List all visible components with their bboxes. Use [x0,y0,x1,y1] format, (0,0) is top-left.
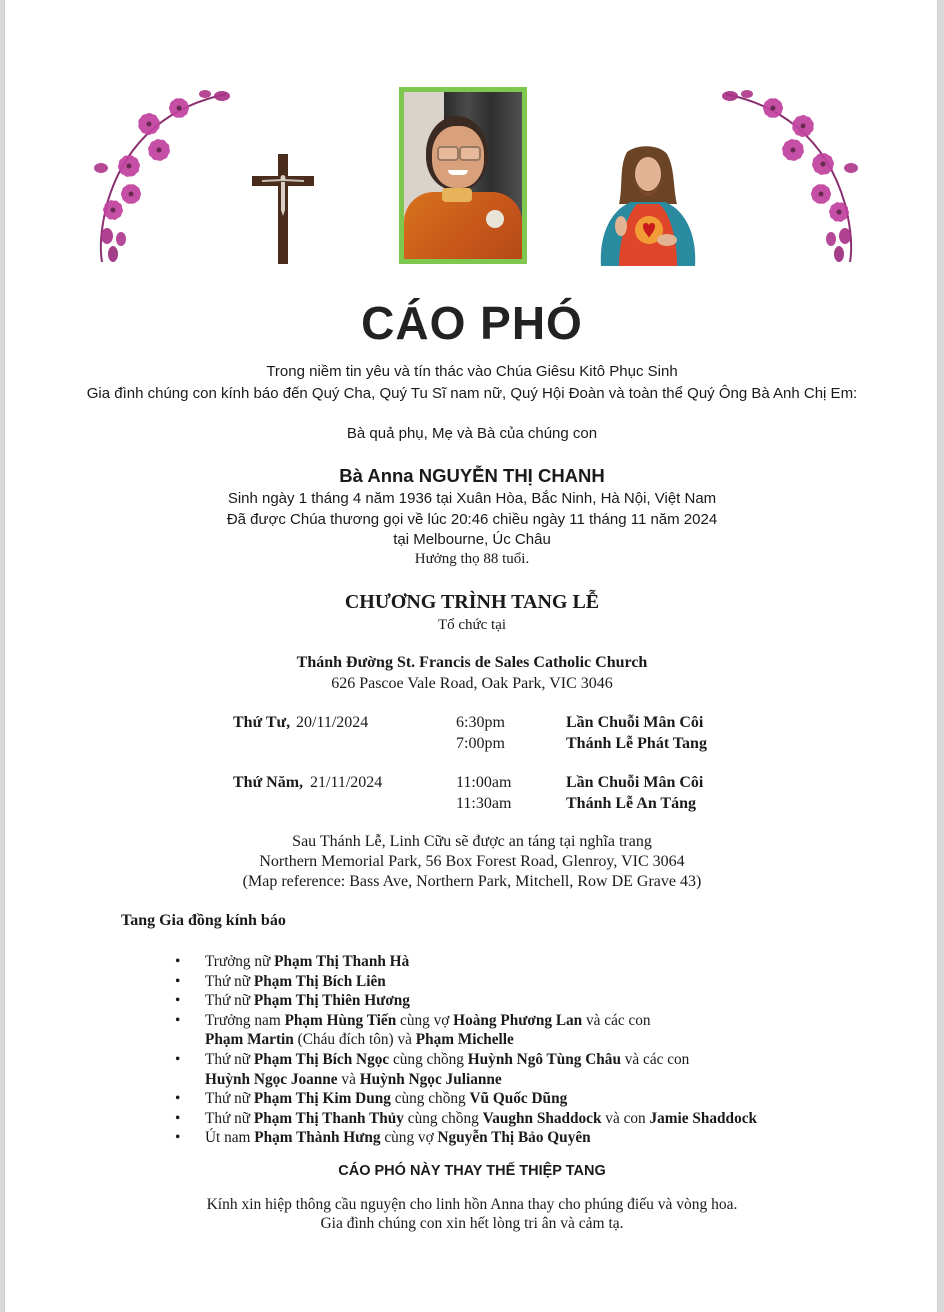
left-flower-icon [87,84,237,266]
family-member-line [205,952,757,972]
schedule-time: 11:00am [456,774,512,791]
right-flower-icon [715,84,865,266]
flower-spray [94,90,230,262]
family-member-relation: và [337,1070,360,1088]
family-member-line [205,972,757,992]
family-heading: Tang Gia đồng kính báo [121,912,286,929]
bullet-icon: • [175,1011,181,1029]
family-member-name: Phạm Thị Thanh Thủy [253,1109,404,1127]
bullet-icon: • [175,992,181,1010]
family-member-name: Phạm Thị Bích Liên [253,972,386,990]
family-member-item [175,1050,757,1089]
intro-line-1: Trong niềm tin yêu và tín thác vào Chúa Giêsu Kitô Phục Sinh [266,363,678,380]
family-member-relation: Thứ nữ [205,1109,254,1127]
church-name: Thánh Đường St. Francis de Sales Catholic Church [296,654,648,671]
family-member-item [175,991,757,1011]
family-member-name: Phạm Thành Hưng [254,1129,381,1147]
age-info: Hưởng thọ 88 tuổi. [414,551,530,567]
portrait-photo [404,92,522,259]
family-member-item [175,1011,757,1050]
family-member-relation: và con [601,1109,650,1127]
schedule-time: 7:00pm [456,735,505,752]
family-member-name: Jamie Shaddock [649,1109,758,1127]
family-member-name: Huỳnh Ngô Tùng Châu [467,1050,621,1068]
family-member-relation: Thứ nữ [205,1090,254,1108]
intro-line-2: Gia đình chúng con kính báo đến Quý Cha, Quý Tu Sĩ nam nữ, Quý Hội Đoàn và toàn thể Quý Ông Bà Anh Chị Em: [86,385,858,402]
family-member-name: Nguyễn Thị Bảo Quyên [437,1129,591,1147]
family-list [175,952,757,1148]
bullet-icon: • [175,1050,181,1068]
family-member-name: Phạm Martin [205,1031,294,1049]
schedule-event: Thánh Lễ An Táng [566,795,696,812]
family-member-item [175,1109,757,1129]
program-title: CHƯƠNG TRÌNH TANG LỄ [344,591,600,613]
family-member-line [205,1050,757,1070]
schedule-event: Lần Chuỗi Mân Côi [566,774,704,791]
crucifix-icon [252,154,314,264]
family-member-relation: cùng chồng [390,1090,470,1108]
page-title: CÁO PHÓ [361,297,583,349]
schedule-time: 11:30am [456,795,512,812]
bullet-icon: • [175,953,181,970]
family-member-item [175,1089,757,1109]
schedule-date-2: 21/11/2024 [310,774,383,791]
family-member-relation: Trưởng nữ [205,953,275,970]
family-member-relation: và các con [582,1011,651,1029]
schedule-event: Lần Chuỗi Mân Côi [566,714,704,731]
family-member-relation: Thứ nữ [205,972,254,990]
schedule-event: Thánh Lễ Phát Tang [566,735,707,752]
portrait-photo-frame [399,87,527,264]
family-member-name: Vũ Quốc Dũng [469,1090,568,1108]
intro-line-3: Bà quả phụ, Mẹ và Bà của chúng con [346,425,598,442]
family-member-relation: và các con [620,1050,690,1068]
death-place: tại Melbourne, Úc Châu [393,531,551,548]
family-member-relation: cùng chồng [389,1050,468,1068]
family-member-name: Phạm Thị Kim Dung [253,1090,391,1108]
family-member-item [175,972,757,992]
death-info: Đã được Chúa thương gọi về lúc 20:46 chiều ngày 11 tháng 11 năm 2024 [226,511,718,528]
family-member-name: Phạm Thị Bích Ngọc [253,1050,390,1068]
family-member-name: Phạm Thị Thiên Hương [253,992,410,1010]
birth-info: Sinh ngày 1 tháng 4 năm 1936 tại Xuân Hòa, Bắc Ninh, Hà Nội, Việt Nam [227,490,717,507]
family-member-name: Huỳnh Ngọc Joanne [205,1070,338,1088]
family-member-line [205,1030,757,1050]
family-member-name: Huỳnh Ngọc Julianne [359,1070,502,1088]
closing-line-2: Gia đình chúng con xin hết lòng tri ân và cảm tạ. [320,1215,624,1232]
family-member-name: Vaughn Shaddock [482,1109,602,1127]
family-member-name: Phạm Thị Thanh Hà [274,953,410,970]
obituary-page [4,0,938,1312]
burial-line-1: Sau Thánh Lễ, Linh Cữu sẽ được an táng tại nghĩa trang [292,833,652,850]
bullet-icon: • [175,1129,181,1147]
family-member-line [205,1089,757,1109]
family-member-line [205,1128,757,1148]
family-member-item [175,952,757,972]
family-member-line [205,1070,757,1090]
burial-line-2: Northern Memorial Park, 56 Box Forest Road, Glenroy, VIC 3064 [259,853,685,870]
schedule-day-2 [233,774,303,792]
family-member-relation: cùng chồng [403,1109,483,1127]
family-member-line [205,1011,757,1031]
family-member-relation: cùng vợ [380,1129,438,1147]
deceased-name: Bà Anna NGUYỄN THỊ CHANH [339,465,605,486]
bullet-icon: • [175,1090,181,1108]
church-address: 626 Pascoe Vale Road, Oak Park, VIC 3046 [331,675,613,692]
flower-spray [722,90,858,262]
schedule-day-1 [233,714,290,732]
family-member-name: Hoàng Phương Lan [453,1011,583,1029]
family-member-relation: (Cháu đích tôn) và [293,1031,416,1049]
notice-heading: CÁO PHÓ NÀY THAY THẾ THIỆP TANG [338,1163,606,1179]
family-member-relation: Thứ nữ [205,992,254,1010]
closing-line-1: Kính xin hiệp thông cầu nguyện cho linh hồn Anna thay cho phúng điếu và vòng hoa. [206,1196,738,1213]
family-member-relation: Út nam [205,1129,255,1147]
schedule-date-1: 20/11/2024 [296,714,369,731]
schedule-day-label: Thứ Năm, [233,774,304,791]
burial-line-3: (Map reference: Bass Ave, Northern Park, Mitchell, Row DE Grave 43) [242,873,702,890]
family-member-line [205,991,757,1011]
schedule-time: 6:30pm [456,714,505,731]
family-member-item [175,1128,757,1148]
sacred-heart-icon [597,144,699,266]
family-member-relation: cùng vợ [396,1011,454,1029]
family-member-relation: Trưởng nam [205,1011,285,1029]
family-member-name: Phạm Michelle [415,1031,514,1049]
family-member-relation: Thứ nữ [205,1050,254,1068]
program-subtitle: Tổ chức tại [437,617,507,633]
family-member-line [205,1109,757,1129]
schedule-day-label: Thứ Tư, [233,714,291,731]
family-member-name: Phạm Hùng Tiến [284,1011,397,1029]
bullet-icon: • [175,1109,181,1127]
bullet-icon: • [175,972,181,990]
